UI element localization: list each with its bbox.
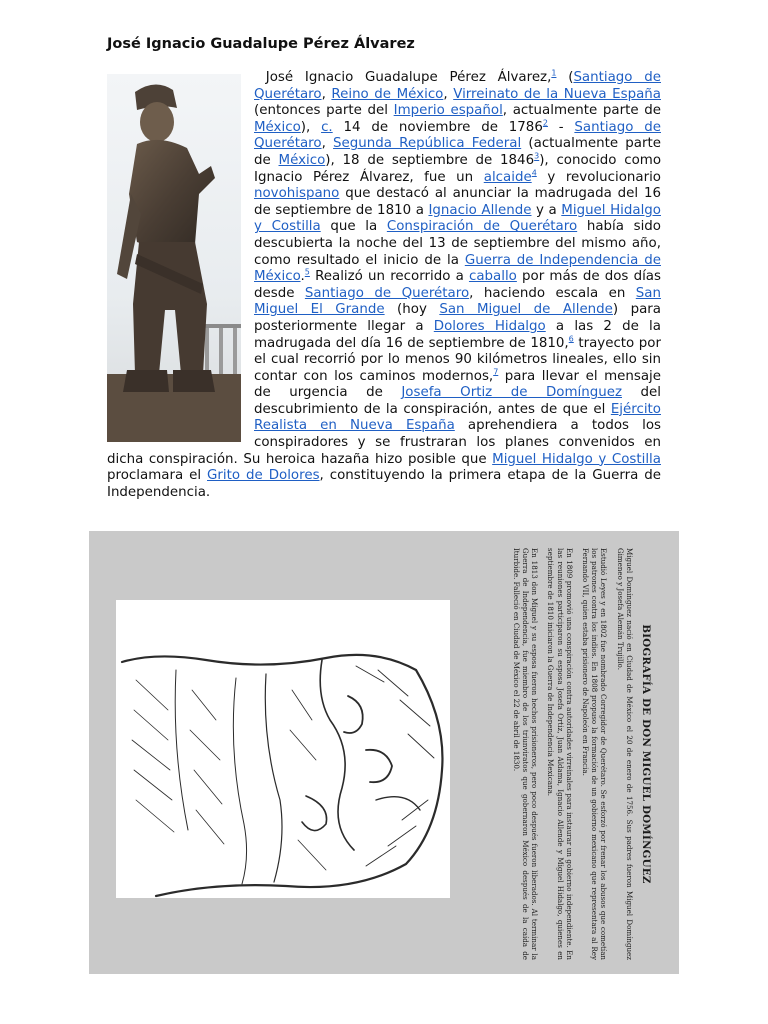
article-link[interactable]: c. [321, 119, 333, 135]
article-link[interactable]: caballo [468, 269, 517, 285]
article-body [107, 70, 661, 501]
article-link[interactable]: Ejército Realista en Nueva España [254, 401, 661, 434]
article-text: aprehendiera a todos los conspiradores y se frustraran los planes convenidos en dicha conspiración. Su heroica hazaña hizo posible que [107, 418, 661, 467]
article-text: (hoy [384, 302, 440, 318]
article-link[interactable]: Miguel Hidalgo y Costilla [492, 451, 661, 467]
article-text: y a [531, 202, 562, 218]
statue-photo [107, 74, 241, 442]
biography-text [482, 548, 650, 960]
article-link[interactable]: Ignacio Allende [428, 202, 532, 218]
reference-link[interactable]: 6 [568, 334, 574, 344]
reference-link[interactable]: 5 [304, 267, 310, 277]
article-link[interactable]: Reino de México [331, 86, 444, 102]
article-text: ) para posteriormente llegar a [254, 302, 661, 334]
biography-paragraph: Estudió Leyes y en 1802 fue nombrado Corregidor de Querétaro. Se esforzó por frenar los abusos que cometían los patrones contra los indios. En 1808 propuso la formación de un gobierno mexicano que representara al Rey Fernando VII, quien estaba prisionero de Napoleón en Francia. [580, 548, 609, 960]
article-text: había sido descubierta la noche del 13 de septiembre del mismo año, como resultado el inicio de la [254, 219, 661, 268]
reference-link[interactable]: 1 [551, 68, 557, 78]
article-link[interactable]: Dolores Hidalgo [433, 318, 546, 334]
article-text: , haciendo escala en [469, 285, 636, 301]
article-text: , [321, 136, 334, 152]
article-text: José Ignacio Guadalupe Pérez Álvarez, [265, 70, 552, 85]
biography-paragraph: En 1813 don Miguel y su esposa fueron hechos prisioneros, pero poco después fueron liberados. Al terminar la Guerra de Independencia, fue miembro de los triunviratos que gobernaron México después de la caída de Iturbide. Falleció en Ciudad de México el 22 de abril de 1830. [511, 548, 540, 960]
reference-link[interactable]: 4 [531, 168, 537, 178]
biography-paragraph: En 1809 promovió una conspiración contra autoridades virreinales para instaurar un gobierno independiente. En las reuniones participaron su esposa Josefa Ortiz, Juan Aldama, Ignacio Allende y Miguel Hidalgo, quienes en septiembre de 1810 iniciaron la Guerra de Independencia Mexicana. [546, 548, 574, 960]
article-text: , [321, 86, 332, 102]
article-link[interactable]: Santiago de Querétaro [254, 119, 661, 152]
article-link[interactable]: Virreinato de la Nueva España [453, 86, 661, 102]
article-link[interactable]: Segunda República Federal [333, 136, 522, 152]
article-text: (entonces parte del [254, 103, 394, 119]
article-text: 14 de noviembre de 1786 [332, 119, 543, 135]
article-link[interactable]: Santiago de Querétaro [304, 285, 470, 301]
article-link[interactable]: Conspiración de Querétaro [386, 219, 578, 235]
reference-link[interactable]: 7 [493, 367, 499, 377]
article-link[interactable]: alcaide [483, 169, 532, 185]
article-link[interactable]: Miguel Hidalgo y Costilla [254, 202, 661, 235]
article-text: por más de dos días desde [254, 269, 661, 301]
article-text: (actualmente parte de [254, 136, 662, 168]
article-text: . [300, 269, 305, 285]
article-text: - [547, 119, 575, 135]
article-link[interactable]: Santiago de Querétaro [254, 70, 661, 102]
article-text: ), 18 de septiembre de 1846 [325, 152, 535, 168]
article-link[interactable]: San Miguel de Allende [439, 302, 613, 318]
biography-heading: BIOGRAFÍA DE DON MIGUEL DOMÍNGUEZ [640, 624, 652, 884]
article-link[interactable]: novohispano [254, 186, 340, 202]
article-text: a las 2 de la madrugada del día 16 de septiembre de 1810, [254, 318, 661, 351]
biography-paragraph: Miguel Domínguez nació en Ciudad de México el 20 de enero de 1756. Sus padres fueron Miguel Domínguez Gimeneo y Josefa Alemán Trujillo. [615, 548, 634, 960]
article-text: , actualmente parte de [502, 103, 662, 119]
article-link[interactable]: San Miguel El Grande [254, 285, 661, 318]
article-text: ), conocido como Ignacio Pérez Álvarez, fue un [254, 152, 662, 185]
article-text: ), [300, 119, 322, 135]
article-text: ( [556, 70, 574, 85]
article-link[interactable]: México [254, 119, 301, 135]
article-link[interactable]: México [278, 152, 326, 168]
article-text: trayecto por el cual recorrió por lo menos 90 kilómetros lineales, ello sin contar con los caminos modernos, [254, 335, 661, 384]
article-text: Realizó un recorrido a [309, 269, 469, 285]
article-link[interactable]: Josefa Ortiz de Domínguez [401, 385, 622, 401]
article-text: , constituyendo la primera etapa de la Guerra de Independencia. [107, 468, 661, 500]
article-link[interactable]: Guerra de Independencia de México [254, 252, 661, 285]
article-text: que destacó al anunciar la madrugada del 16 de septiembre de 1810 a [254, 186, 661, 218]
miguel-dominguez-portrait [116, 600, 450, 898]
reference-link[interactable]: 2 [542, 118, 548, 128]
article-text: del descubrimiento de la conspiración, antes de que el [254, 385, 661, 417]
page-title: José Ignacio Guadalupe Pérez Álvarez [107, 36, 415, 52]
article-text: que la [320, 219, 387, 235]
reference-link[interactable]: 3 [534, 151, 540, 161]
article-link[interactable]: Imperio español [393, 103, 503, 119]
article-text: , [443, 86, 454, 102]
article-text: para llevar el mensaje de urgencia de [254, 368, 661, 401]
article-text: y revolucionario [536, 169, 661, 185]
article-text: proclamara el [107, 468, 208, 484]
article-link[interactable]: Grito de Dolores [207, 468, 320, 484]
